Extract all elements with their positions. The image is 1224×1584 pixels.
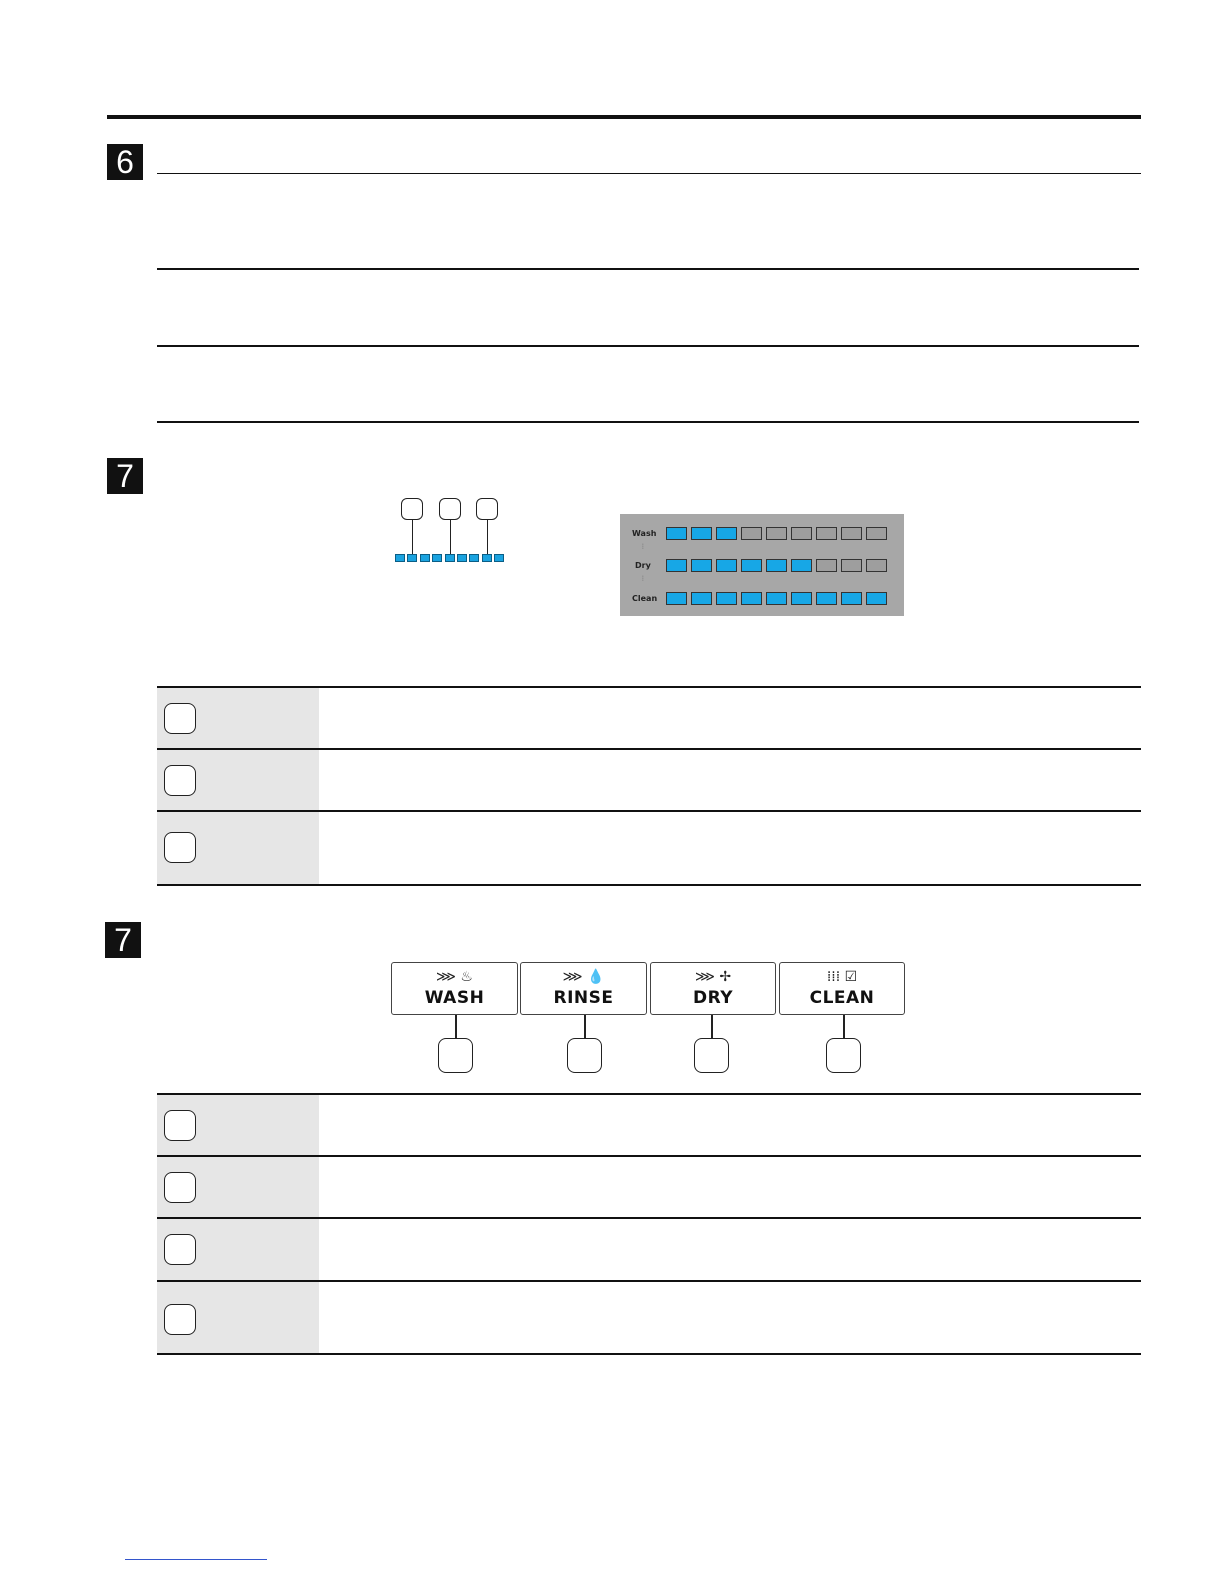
status-cell (741, 592, 762, 605)
indicator-light (469, 554, 479, 562)
callout-circle-2 (439, 498, 461, 520)
status-cell (841, 559, 862, 572)
table-b-rule-bottom (157, 1353, 1141, 1355)
status-row-connector: ⋮ (640, 575, 646, 582)
status-cell (741, 559, 762, 572)
status-cell (816, 559, 837, 572)
rinse-button-label: RINSE (553, 988, 614, 1008)
status-cell (866, 527, 887, 540)
section-6-rule-2 (157, 268, 1139, 270)
table-row-number-circle (164, 1234, 196, 1265)
button-leader-dry (711, 1015, 713, 1039)
status-cell (816, 527, 837, 540)
status-cell (666, 559, 687, 572)
top-rule (107, 115, 1141, 119)
table-row-number-circle (164, 1172, 196, 1203)
status-cell (791, 527, 812, 540)
callout-circle-3 (476, 498, 498, 520)
table-row-number-circle (164, 1110, 196, 1141)
callout-leader-3 (487, 519, 488, 554)
footer-link-underline[interactable] (125, 1559, 267, 1560)
status-cell (841, 527, 862, 540)
rinse-button[interactable] (520, 962, 647, 1015)
indicator-light (407, 554, 417, 562)
wash-button-label: WASH (424, 988, 485, 1008)
callout-circle-1 (401, 498, 423, 520)
indicator-light (432, 554, 442, 562)
table-row-number-circle (164, 1304, 196, 1335)
table-row-number-circle (164, 765, 196, 796)
indicator-light (420, 554, 430, 562)
status-row-label: Wash (632, 529, 657, 538)
table-a-rule-bottom (157, 884, 1141, 886)
section-7a-badge: 7 (107, 458, 143, 494)
dry-button-label: DRY (692, 988, 734, 1008)
status-row-label: Clean (632, 594, 658, 603)
indicator-light (445, 554, 455, 562)
clean-button-label: CLEAN (809, 988, 875, 1008)
button-callout-circle (826, 1038, 861, 1073)
table-row-number-circle (164, 832, 196, 863)
status-cell (766, 592, 787, 605)
status-cell (766, 527, 787, 540)
status-cell (791, 592, 812, 605)
status-cell (666, 527, 687, 540)
wash-icon: ⋙ ♨ (436, 969, 473, 985)
indicator-light (494, 554, 504, 562)
section-6-rule-4 (157, 421, 1139, 423)
button-callout-circle (694, 1038, 729, 1073)
status-cell (816, 592, 837, 605)
section-6-badge: 6 (107, 144, 143, 180)
status-row-label: Dry (635, 561, 651, 570)
clean-icon: ⁞⁞⁞ ☑ (826, 969, 858, 985)
button-callout-circle (438, 1038, 473, 1073)
dry-button[interactable] (650, 962, 776, 1015)
section-7b-badge: 7 (105, 922, 141, 958)
button-leader-rinse (584, 1015, 586, 1039)
status-cell (866, 559, 887, 572)
status-cell (691, 559, 712, 572)
status-cell (716, 592, 737, 605)
clean-button[interactable] (779, 962, 905, 1015)
dry-icon: ⋙ ✢ (694, 969, 732, 985)
status-indicator-panel (620, 514, 904, 616)
callout-leader-1 (412, 519, 413, 554)
section-6-rule-3 (157, 345, 1139, 347)
table-row-number-circle (164, 703, 196, 734)
button-leader-clean (843, 1015, 845, 1039)
button-callout-circle (567, 1038, 602, 1073)
status-cell (691, 527, 712, 540)
status-cell (716, 527, 737, 540)
button-leader-wash (455, 1015, 457, 1039)
status-row-connector: ⋮ (640, 543, 646, 550)
section-6-rule-1 (157, 173, 1141, 174)
indicator-light (395, 554, 405, 562)
indicator-light (457, 554, 467, 562)
status-cell (741, 527, 762, 540)
status-cell (666, 592, 687, 605)
status-cell (791, 559, 812, 572)
wash-button[interactable] (391, 962, 518, 1015)
status-cell (691, 592, 712, 605)
status-cell (716, 559, 737, 572)
callout-leader-2 (450, 519, 451, 554)
rinse-icon: ⋙ 💧 (562, 969, 605, 985)
status-cell (841, 592, 862, 605)
status-cell (766, 559, 787, 572)
status-cell (866, 592, 887, 605)
indicator-light (482, 554, 492, 562)
